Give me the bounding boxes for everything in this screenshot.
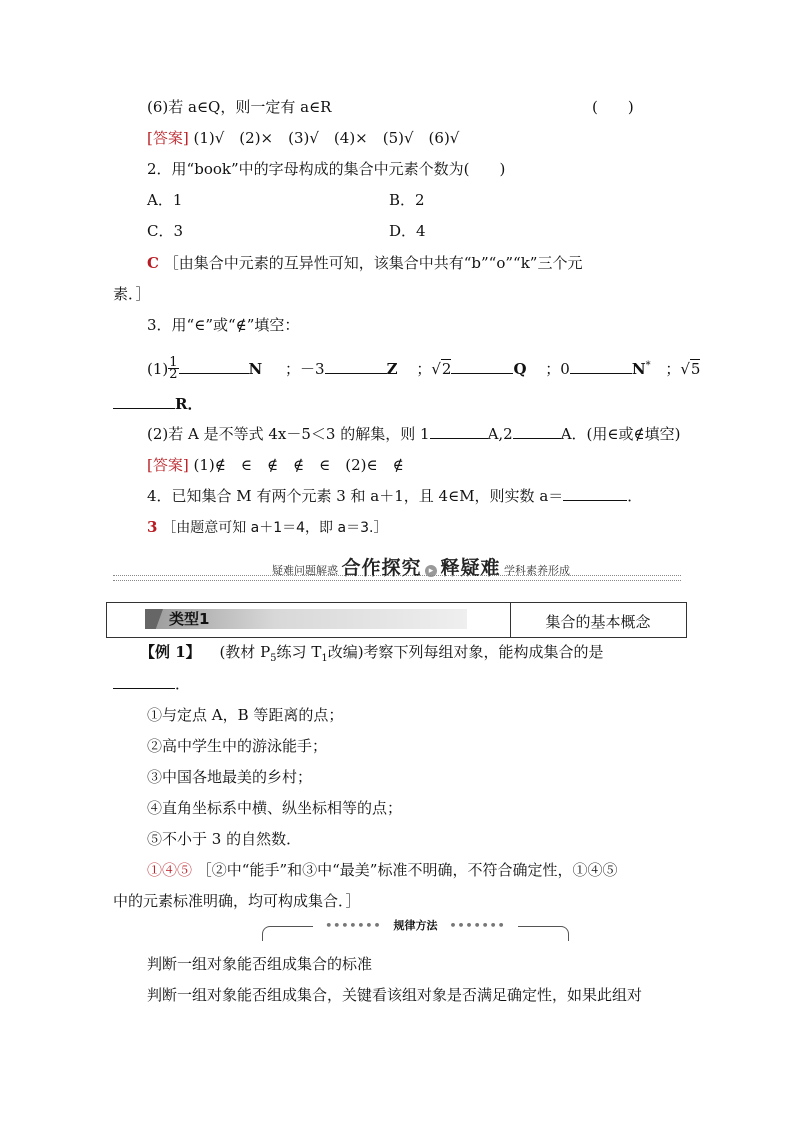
answer-explanation-cont: 素．］ — [113, 285, 151, 303]
dots-decoration-icon: ••••••• — [444, 919, 512, 932]
answer-explanation: ［由集合中元素的互异性可知，该集合中共有“b”“o”“k”三个元 — [163, 254, 583, 272]
fill-blank[interactable] — [113, 394, 175, 409]
band-title-2: 释疑难 — [440, 557, 501, 579]
fill-blank[interactable] — [325, 359, 387, 374]
fraction — [168, 354, 178, 382]
part-label: (1) — [147, 360, 169, 378]
answer-3-text: (1)∉ ∈ ∉ ∉ ∈ (2)∈ ∉ — [193, 456, 404, 474]
question-6 — [147, 97, 331, 117]
answer-letter: C — [147, 254, 159, 272]
fill-blank[interactable] — [430, 424, 488, 439]
option-d: D．4 — [389, 222, 426, 240]
fraction-numerator: 1 — [169, 354, 178, 370]
band-right-text: 学科素养形成 — [504, 564, 571, 577]
example-text-b: 练习 T — [276, 643, 322, 661]
example-tag: 【例 1】 — [140, 643, 201, 661]
example-text-a: (教材 P — [219, 643, 271, 661]
answer-number: 3 — [147, 518, 158, 536]
fill-blank[interactable] — [113, 674, 175, 689]
type-label — [147, 609, 467, 629]
subscript-1: 1 — [321, 653, 328, 664]
method-title: 判断一组对象能否组成集合的标准 — [147, 955, 373, 973]
method-box — [262, 919, 569, 941]
part-2-text-c: A．(用∈或∉填空) — [560, 425, 681, 443]
fill-blank[interactable] — [179, 359, 249, 374]
example-item: ③中国各地最美的乡村； — [147, 768, 313, 786]
fill-blank[interactable] — [563, 486, 627, 501]
star-superscript: * — [645, 360, 651, 371]
example-1-stem — [140, 642, 604, 669]
answer-3 — [147, 455, 404, 475]
fill-blank[interactable] — [570, 359, 632, 374]
answer-tag: [答案] — [147, 456, 189, 474]
fill-blank[interactable] — [451, 359, 513, 374]
set-n-star: N — [631, 360, 646, 378]
answer-numbers: ①④⑤ — [147, 861, 193, 879]
option-c: C．3 — [147, 222, 184, 240]
fill-blank[interactable] — [513, 424, 561, 439]
question-3-part-1-cont — [113, 394, 202, 414]
set-q: Q — [513, 360, 527, 378]
method-label-row — [263, 917, 568, 933]
band-title-1: 合作探究 — [341, 557, 422, 579]
set-n: N — [248, 360, 263, 378]
question-2-answer — [147, 253, 582, 273]
tab-shape-icon — [145, 609, 163, 629]
dots-decoration-icon: ••••••• — [319, 919, 387, 932]
part-2-text-b: A,2 — [487, 425, 513, 443]
answer-1 — [147, 128, 459, 148]
question-4-answer — [147, 517, 387, 538]
type-title: 集合的基本概念 — [545, 613, 651, 631]
set-z: Z — [386, 360, 398, 378]
question-3-part-2 — [147, 424, 680, 444]
question-2-stem: 2．用“book”中的字母构成的集合中元素个数为( ) — [147, 160, 506, 178]
minus-three: ；－3 — [285, 360, 325, 378]
example-item: ⑤不小于 3 的自然数． — [147, 830, 302, 848]
subscript-5: 5 — [270, 653, 277, 664]
part-2-text: (2)若 A 是不等式 4x－5＜3 的解集，则 1 — [147, 425, 430, 443]
separator: ； — [416, 360, 432, 378]
example-item: ④直角坐标系中横、纵坐标相等的点； — [147, 799, 403, 817]
option-b: B．2 — [389, 191, 425, 209]
method-body: 判断一组对象能否组成集合，关键看该组对象是否满足确定性，如果此组对 — [147, 986, 643, 1004]
period: ． — [627, 487, 643, 505]
answer-explanation: ［②中“能手”和③中“最美”标准不明确，不符合确定性，①④⑤ — [196, 861, 618, 879]
fraction-denominator: 2 — [169, 366, 178, 382]
answer-tag: [答案] — [147, 129, 189, 147]
answer-explanation: ［由题意可知 a＋1＝4，即 a＝3.］ — [162, 520, 388, 536]
example-item: ①与定点 A，B 等距离的点； — [147, 706, 344, 724]
option-a: A．1 — [147, 191, 183, 209]
arrow-right-icon: ▸ — [425, 565, 437, 577]
separator: ； — [665, 360, 681, 378]
period: ． — [175, 675, 191, 693]
zero: ；0 — [545, 360, 570, 378]
question-4 — [147, 486, 642, 506]
example-answer — [147, 860, 617, 880]
question-4-text: 4．已知集合 M 有两个元素 3 和 a＋1，且 4∈M，则实数 a＝ — [147, 487, 564, 505]
question-3-part-1: (1) $\frac{1}{2}$ N ；－3 Z ；√2 Q ；0 N* ；√5 — [147, 354, 701, 382]
example-text-c: 改编)考察下列每组对象，能构成集合的是 — [327, 643, 604, 661]
question-3-stem: 3．用“∈”或“∉”填空： — [147, 316, 300, 334]
band-left-text: 疑难问题解惑 — [272, 564, 338, 577]
section-divider — [113, 575, 681, 581]
type-box — [106, 602, 687, 638]
sqrt-five: 5 — [690, 360, 701, 378]
example-item: ②高中学生中的游泳能手； — [147, 737, 328, 755]
method-label: 规律方法 — [388, 919, 444, 932]
answer-paren: ( ) — [592, 98, 634, 116]
example-1-blank-line — [113, 674, 190, 694]
example-answer-cont: 中的元素标准明确，均可构成集合．］ — [113, 892, 361, 910]
sqrt-two: 2 — [441, 360, 452, 378]
type-label-text: 类型1 — [169, 610, 210, 628]
answer-1-text: (1)√ (2)× (3)√ (4)× (5)√ (6)√ — [193, 129, 460, 147]
question-6-text: (6)若 a∈Q，则一定有 a∈R — [147, 98, 332, 116]
set-r: R． — [175, 395, 203, 413]
